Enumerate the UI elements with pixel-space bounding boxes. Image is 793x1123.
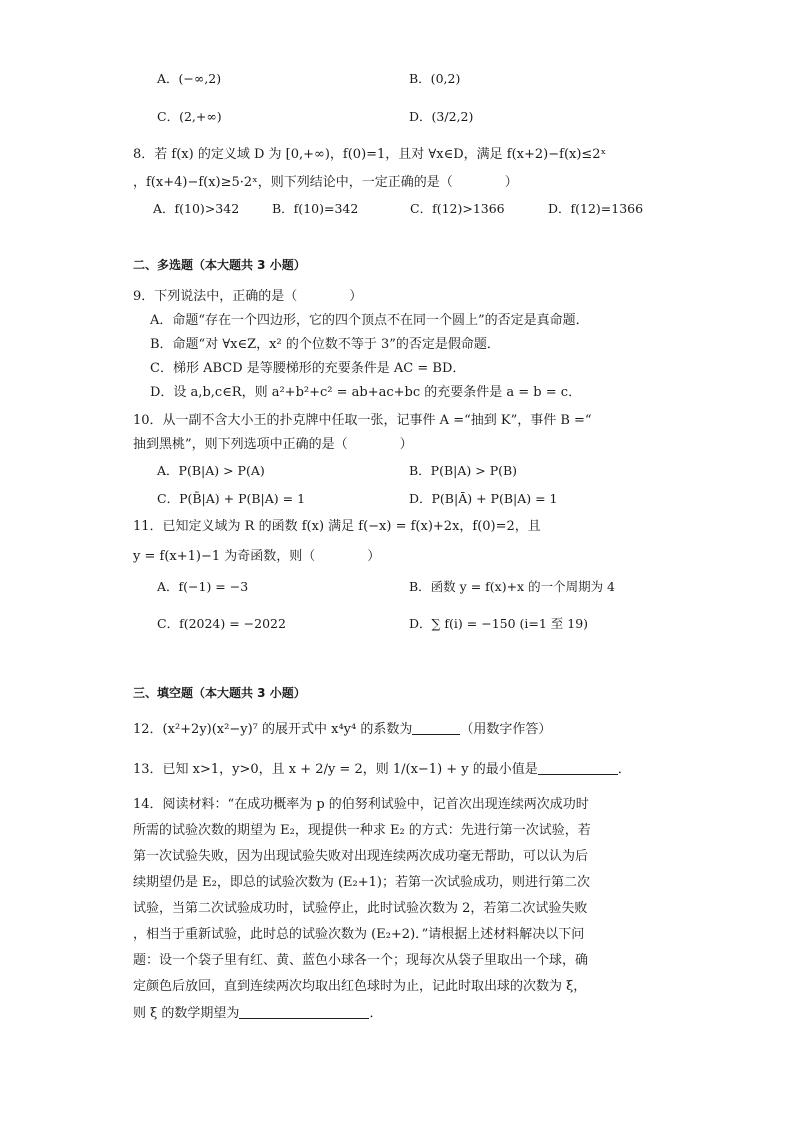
q11-option-b: B．函数 y = f(x)+x 的一个周期为 4	[409, 579, 615, 594]
section-heading-fill-in: 三、填空题（本大题共 3 小题）	[133, 686, 306, 700]
q14-line-6: ，相当于重新试验，此时总的试验次数为 (E₂+2)．”请根据上述材料解决以下问	[133, 927, 585, 942]
q14-line-9	[133, 1004, 382, 1023]
q9-stem: 9．下列说法中，正确的是（ ）	[133, 289, 363, 304]
q9-option-a: A．命题“存在一个四边形，它的四个顶点不在同一个圆上”的否定是真命题．	[150, 313, 589, 328]
q12-answer-blank[interactable]	[412, 720, 460, 735]
q11-option-d: D．∑ f(i) = −150 (i=1 至 19)	[409, 616, 589, 631]
q8-option-b: B．f(10)=342	[272, 201, 359, 216]
q14-line-1: 14．阅读材料：“在成功概率为 p 的伯努利试验中，记首次出现连续两次成功时	[133, 797, 589, 812]
q14-end: ．	[369, 1006, 383, 1021]
q7-option-b: B．(0,2)	[409, 71, 461, 86]
section-heading-multiple-choice: 二、多选题（本大题共 3 小题）	[133, 258, 306, 272]
q13-line	[133, 760, 631, 779]
q8-option-a: A．f(10)>342	[153, 201, 240, 216]
q7-option-c: C．(2,+∞)	[157, 109, 222, 124]
q8-stem-line1: 8．若 f(x) 的定义域 D 为 [0,+∞)，f(0)=1，且对 ∀x∈D，满足 f(x+2)−f(x)≤2ˣ	[133, 147, 607, 162]
q10-stem-line2: 抽到黑桃”，则下列选项中正确的是（ ）	[133, 437, 413, 452]
q12-stem: 12．(x²+2y)(x²−y)⁷ 的展开式中 x⁴y⁴ 的系数为	[133, 722, 413, 737]
q12-line	[133, 720, 551, 739]
q14-line-4: 续期望仍是 E₂，即总的试验次数为 (E₂+1)；若第一次试验成功，则进行第二次	[133, 875, 590, 890]
q13-stem: 13．已知 x>1，y>0，且 x + 2/y = 2，则 1/(x−1) + y 的最小值是	[133, 762, 538, 777]
q9-option-b: B．命题“对 ∀x∈Z，x² 的个位数不等于 3”的否定是假命题．	[150, 337, 500, 352]
q13-end: ．	[617, 762, 631, 777]
q12-note: （用数字作答）	[460, 722, 552, 737]
q14-line-3: 第一次试验失败，因为出现试验失败对出现连续两次成功毫无帮助，可以认为后	[133, 849, 589, 864]
q8-option-c: C．f(12)>1366	[410, 201, 505, 216]
q10-option-a: A．P(B|A) > P(A)	[157, 463, 265, 478]
q14-line-7: 题：设一个袋子里有红、黄、蓝色小球各一个；现每次从袋子里取出一个球，确	[133, 953, 589, 968]
q14-line-8: 定颜色后放回，直到连续两次均取出红色球时为止，记此时取出球的次数为 ξ，	[133, 979, 587, 994]
q7-option-d: D．(3/2,2)	[409, 109, 474, 124]
q8-stem-line2: ，f(x+4)−f(x)≥5·2ˣ，则下列结论中，一定正确的是（ ）	[133, 175, 518, 190]
q14-answer-blank[interactable]	[239, 1004, 369, 1019]
q11-stem-line1: 11．已知定义域为 R 的函数 f(x) 满足 f(−x) = f(x)+2x，f(0)=2，且	[133, 519, 541, 534]
q11-option-c: C．f(2024) = −2022	[157, 616, 286, 631]
q10-option-c: C．P(B̄|A) + P(B|A) = 1	[157, 491, 306, 506]
q8-option-d: D．f(12)=1366	[548, 201, 644, 216]
q9-option-c: C．梯形 ABCD 是等腰梯形的充要条件是 AC = BD．	[150, 361, 466, 376]
q11-stem-line2: y = f(x+1)−1 为奇函数，则（ ）	[133, 549, 381, 564]
q9-option-d: D．设 a,b,c∈R，则 a²+b²+c² = ab+ac+bc 的充要条件是 a = b = c．	[150, 385, 582, 400]
q10-option-d: D．P(B|Ā) + P(B|A) = 1	[409, 491, 558, 506]
q10-option-b: B．P(B|A) > P(B)	[409, 463, 518, 478]
q14-line-5: 试验，当第二次试验成功时，试验停止，此时试验次数为 2，若第二次试验失败	[133, 901, 588, 916]
q14-line-2: 所需的试验次数的期望为 E₂，现提供一种求 E₂ 的方式：先进行第一次试验，若	[133, 823, 591, 838]
q14-last-stem: 则 ξ 的数学期望为	[133, 1006, 240, 1021]
q13-answer-blank[interactable]	[538, 760, 618, 775]
q7-option-a: A．(−∞,2)	[157, 71, 222, 86]
q11-option-a: A．f(−1) = −3	[157, 579, 249, 594]
q10-stem-line1: 10．从一副不含大小王的扑克牌中任取一张，记事件 A =“抽到 K”，事件 B =“	[133, 413, 592, 428]
